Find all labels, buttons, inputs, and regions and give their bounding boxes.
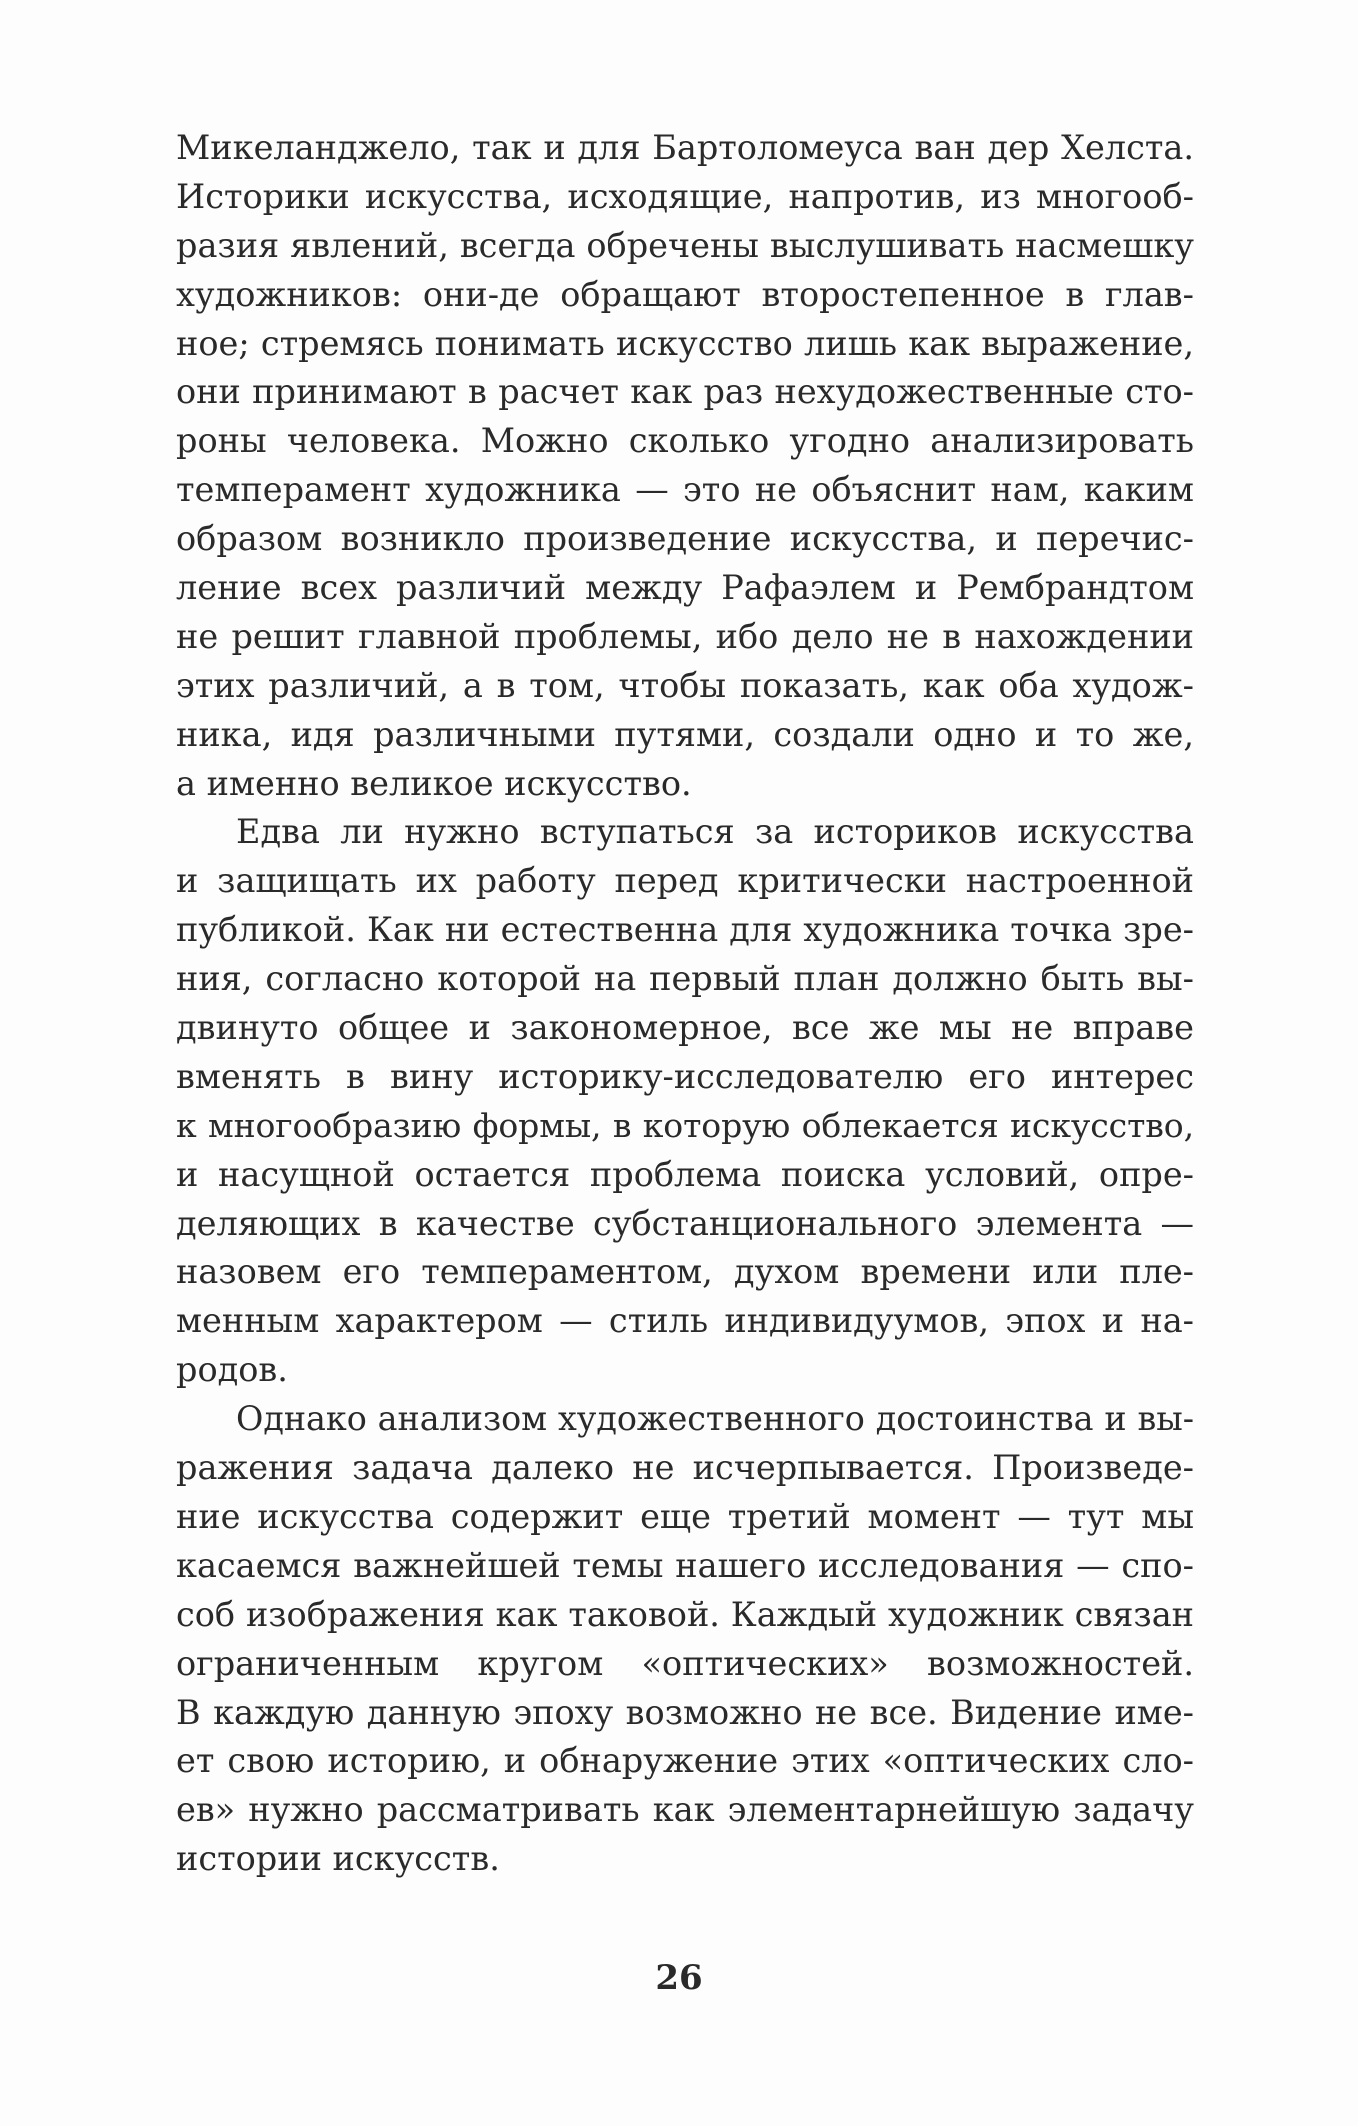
text-line: ражения задача далеко не исчерпывается. Произведе- — [176, 1448, 1194, 1488]
text-line: Однако анализом художественного достоинства и вы- — [236, 1399, 1194, 1439]
text-line: двинуто общее и закономерное, все же мы не вправе — [176, 1008, 1194, 1048]
text-line: они принимают в расчет как раз нехудожественные сто- — [176, 372, 1194, 412]
text-line: ние искусства содержит еще третий момент — тут мы — [176, 1496, 1194, 1536]
text-line: образом возникло произведение искусства, и перечис- — [176, 519, 1194, 559]
text-line: Едва ли нужно вступаться за историков искусства — [236, 812, 1194, 852]
text-line: художников: они-де обращают второстепенное в глав- — [176, 274, 1194, 314]
text-line: В каждую данную эпоху возможно не все. Видение име- — [176, 1692, 1194, 1732]
text-line: деляющих в качестве субстанционального элемента — — [176, 1203, 1194, 1243]
text-line: ограниченным кругом «оптических» возможностей. — [176, 1643, 1194, 1683]
text-line: ника, идя различными путями, создали одно и то же, — [176, 714, 1194, 754]
text-line: вменять в вину историку-исследователю его интерес — [176, 1056, 1194, 1096]
text-line: ление всех различий между Рафаэлем и Рембрандтом — [176, 568, 1194, 608]
text-line: и защищать их работу перед критически настроенной — [176, 861, 1194, 901]
text-line: ния, согласно которой на первый план должно быть вы- — [176, 959, 1194, 999]
paragraph — [176, 808, 1194, 1395]
text-line: Микеланджело, так и для Бартоломеуса ван дер Хелста. — [176, 128, 1194, 167]
text-line: соб изображения как таковой. Каждый художник связан — [176, 1594, 1194, 1634]
text-line: и насущной остается проблема поиска условий, опре- — [176, 1154, 1194, 1194]
text-line: ное; стремясь понимать искусство лишь как выражение, — [176, 323, 1194, 363]
text-line: роны человека. Можно сколько угодно анализировать — [176, 421, 1194, 461]
page-number: 26 — [655, 1958, 703, 1998]
text-line: ет свою историю, и обнаружение этих «оптических сло- — [176, 1741, 1194, 1781]
text-line: ев» нужно рассматривать как элементарнейшую задачу — [176, 1790, 1194, 1830]
text-line: истории искусств. — [176, 1839, 500, 1879]
text-line: темперамент художника — это не объяснит нам, каким — [176, 470, 1194, 510]
text-line: публикой. Как ни естественна для художника точка зре- — [176, 910, 1194, 950]
text-line: менным характером — стиль индивидуумов, эпох и на- — [176, 1301, 1194, 1341]
body-text — [176, 124, 1194, 1884]
text-line: назовем его темпераментом, духом времени или пле- — [176, 1252, 1194, 1292]
text-line: а именно великое искусство. — [176, 763, 692, 803]
text-line: родов. — [176, 1350, 288, 1390]
text-line: не решит главной проблемы, ибо дело не в нахождении — [176, 616, 1194, 656]
text-line: разия явлений, всегда обречены выслушивать насмешку — [176, 225, 1194, 265]
paragraph — [176, 124, 1194, 808]
text-line: к многообразию формы, в которую облекается искусство, — [176, 1105, 1194, 1145]
text-line: этих различий, а в том, чтобы показать, как оба худож- — [176, 665, 1194, 705]
text-line: касаемся важнейшей темы нашего исследования — спо- — [176, 1545, 1194, 1585]
text-line: Историки искусства, исходящие, напротив, из многооб- — [176, 176, 1194, 216]
paragraph — [176, 1395, 1194, 1884]
